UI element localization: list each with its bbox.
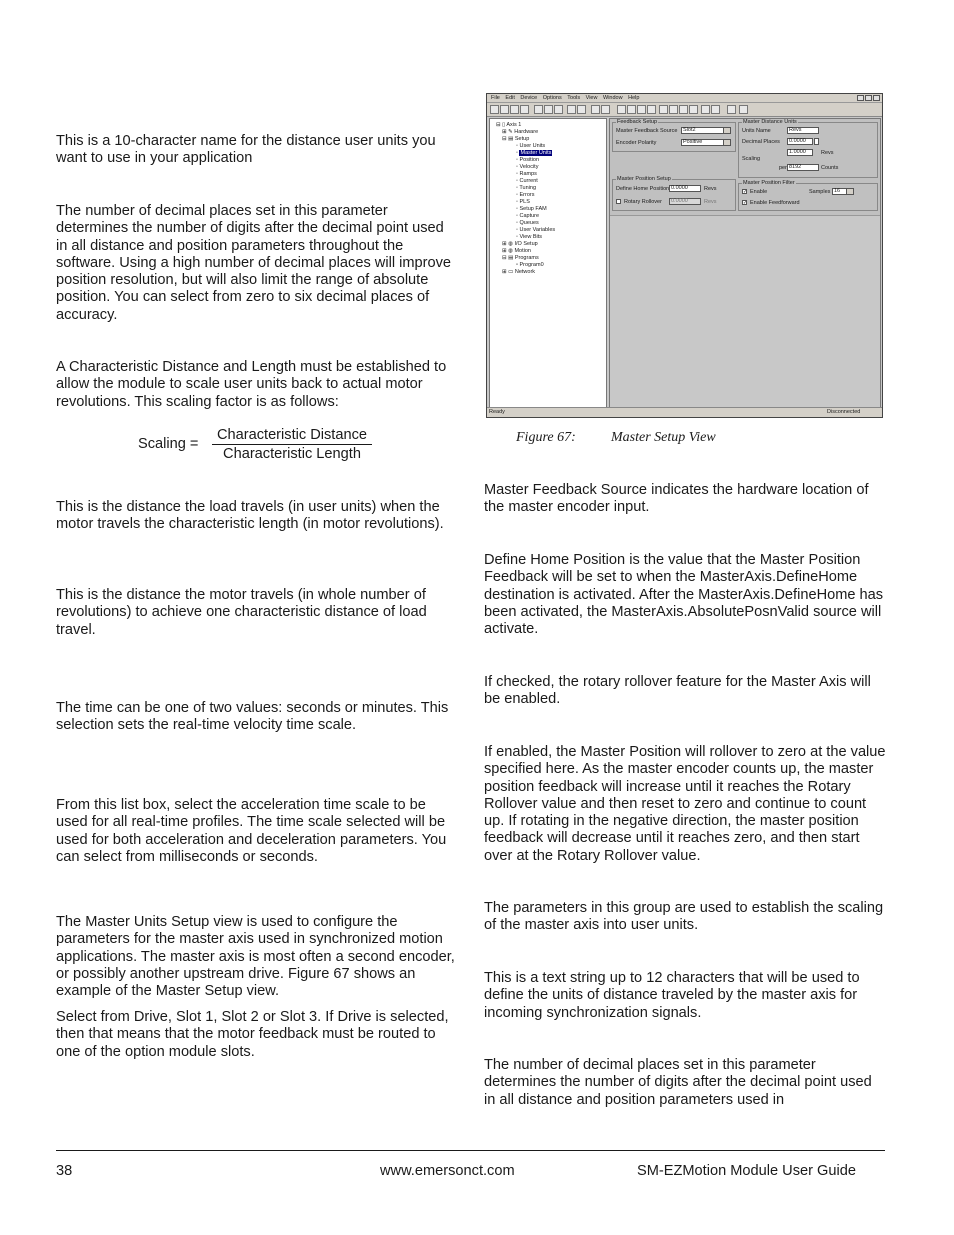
rollover-units-label: Revs [704, 199, 717, 205]
tree-item[interactable]: ⊞ ▭ Network [502, 269, 536, 275]
tree-item[interactable]: ⊞ ◍ Motion [502, 248, 531, 254]
master-feedback-source-label: Master Feedback Source [616, 128, 678, 134]
toolbar [487, 103, 882, 117]
figure-caption-label: Figure 67: [516, 430, 576, 445]
pause-icon[interactable] [669, 105, 678, 114]
status-bar [487, 407, 882, 417]
paragraph-distance-units-group: The parameters in this group are used to establish the scaling of the master axis into user units. [484, 900, 884, 934]
setup-tree [489, 118, 607, 408]
rotary-rollover-checkbox[interactable] [616, 199, 621, 204]
chevron-down-icon [723, 140, 730, 145]
footer-guide-title: SM-EZMotion Module User Guide [637, 1163, 856, 1179]
master-position-setup-group [612, 176, 736, 211]
scaling-numerator: Characteristic Distance [212, 427, 372, 445]
page-number: 38 [56, 1163, 73, 1179]
paragraph-scaling-intro: A Characteristic Distance and Length must be established to allow the module to scale user units back to actual motor revolutions. This scaling factor is as follows: [56, 359, 447, 410]
paragraph-user-units-name: This is a 10-character name for the distance user units you want to use in your application [56, 133, 436, 167]
print-icon[interactable] [520, 105, 529, 114]
menu-tools[interactable]: Tools [567, 95, 581, 101]
run-icon[interactable] [659, 105, 668, 114]
master-feedback-source-select[interactable]: Slot2 [681, 127, 731, 134]
tree-item[interactable]: ⊞ ✎ Hardware [502, 129, 539, 135]
enable-feedforward-checkbox[interactable]: ✓ [743, 200, 748, 206]
status-connection: Disconnected [827, 409, 861, 415]
menu-help[interactable]: Help [628, 95, 640, 101]
undo-icon[interactable] [567, 105, 576, 114]
tree-item[interactable]: ◦ Ramps [516, 171, 537, 177]
save-icon[interactable] [510, 105, 519, 114]
tree-item[interactable]: ◦ Capture [516, 213, 540, 219]
tree-item[interactable]: ▫ Program0 [516, 262, 544, 268]
new-file-icon[interactable] [490, 105, 499, 114]
paragraph-accel-time-scale: From this list box, select the acceleration time scale to be used for all real-time profiles. The time scale selected will be used for both acceleration and deceleration parameters. You can select from milliseconds or seconds. [56, 797, 447, 865]
encoder-polarity-label: Encoder Polarity [616, 140, 657, 146]
tree-item[interactable]: ◦ Setup FAM [516, 206, 547, 212]
encoder-polarity-select[interactable]: Positive [681, 139, 731, 146]
group-title: Master Distance Units [743, 119, 797, 125]
samples-label: Samples [809, 189, 831, 195]
paragraph-rotary-rollover-value: If enabled, the Master Position will rollover to zero at the value specified here. As the master encoder counts up, the master position feedback will increase until it reaches the Rotary Rollover value and then reset to zero and continue to count up. If rotating in the negative direction, the master position feedback will decrease until it reaches zero, and then start over at the Rotary Rollover value. [484, 744, 886, 864]
units-name-label: Units Name [742, 128, 771, 134]
tree-item[interactable]: ⊞ ◍ I/O Setup [502, 241, 538, 247]
help-pointer-icon[interactable] [647, 105, 656, 114]
tree-item-selected[interactable]: ◦ Master Units [516, 150, 552, 156]
menu-bar [487, 94, 882, 103]
view-icon[interactable] [727, 105, 736, 114]
master-position-filter-group [738, 180, 878, 211]
menu-options[interactable]: Options [542, 95, 562, 101]
tree-item[interactable]: ◦ PLS [516, 199, 530, 205]
filter-enable-label: Enable [750, 189, 768, 195]
menu-device[interactable]: Device [520, 95, 538, 101]
group-title: Feedback Setup [617, 119, 658, 125]
master-setup-screenshot [486, 93, 883, 418]
setup-panel [609, 118, 881, 408]
menu-window[interactable]: Window [603, 95, 623, 101]
decimal-places-stepper[interactable] [814, 138, 819, 145]
window-buttons [856, 95, 880, 103]
redo-icon[interactable] [577, 105, 586, 114]
chevron-down-icon [723, 128, 730, 133]
paragraph-units-name: This is a text string up to 12 characters that will be used to define the units of distance traveled by the master axis for incoming synchronization signals. [484, 970, 860, 1021]
paragraph-characteristic-distance: This is the distance the load travels (in user units) when the motor travels the characteristic length (in motor revolutions). [56, 499, 444, 533]
filter-enable-checkbox[interactable]: ✓ [743, 189, 748, 195]
menu-view[interactable]: View [585, 95, 598, 101]
tree-item[interactable]: ◦ View Bits [516, 234, 543, 240]
paragraph-characteristic-length: This is the distance the motor travels (in whole number of revolutions) to achieve one characteristic distance of load travel. [56, 587, 427, 638]
tree-item[interactable]: ◦ User Units [516, 143, 546, 149]
figure-caption-title: Master Setup View [611, 430, 716, 445]
footer-divider [56, 1150, 885, 1151]
download-icon[interactable] [591, 105, 600, 114]
paragraph-decimal-places: The number of decimal places set in this parameter determines the number of digits after the decimal point used in all distance and position parameters throughout the software. Using a high number of decimal places will improve position resolution, but will also limit the range of absolute position. You can select from zero to six decimal places of accuracy. [56, 203, 452, 323]
scaling-counts-units: Counts [821, 165, 839, 171]
home-units-label: Revs [704, 186, 717, 192]
scaling-label: Scaling = [138, 436, 199, 452]
disconnect-icon[interactable] [627, 105, 636, 114]
paragraph-velocity-time-scale: The time can be one of two values: seconds or minutes. This selection sets the real-time velocity time scale. [56, 700, 449, 734]
decimal-places-input[interactable]: 0.0000 [787, 138, 813, 145]
menu-edit[interactable]: Edit [505, 95, 515, 101]
enable-feedforward-label: Enable Feedforward [750, 200, 800, 206]
paragraph-master-feedback-source: Master Feedback Source indicates the hardware location of the master encoder input. [484, 482, 869, 516]
scaling-revs-units: Revs [821, 150, 834, 156]
scaling-label: Scaling [742, 156, 761, 162]
group-title: Master Position Filter [743, 180, 795, 186]
watch-icon[interactable] [711, 105, 720, 114]
stop-icon[interactable] [679, 105, 688, 114]
upload-icon[interactable] [601, 105, 610, 114]
tree-item[interactable]: ◦ Errors [516, 192, 535, 198]
copy-icon[interactable] [544, 105, 553, 114]
tree-item[interactable]: ◦ Velocity [516, 164, 539, 170]
close-icon[interactable] [873, 95, 880, 101]
scaling-denominator: Characteristic Length [223, 446, 361, 462]
tree-item[interactable]: ⊟ ▤ Setup [502, 136, 530, 142]
samples-select[interactable]: 16 [832, 188, 854, 195]
define-home-position-input[interactable]: 0.0000 [669, 185, 701, 192]
tree-item[interactable]: ⊟ ▯ Axis 1 [496, 122, 522, 128]
rotary-rollover-label: Rotary Rollover [624, 199, 662, 205]
per-label: per [779, 165, 787, 171]
feedback-setup-group [612, 119, 736, 152]
chevron-down-icon [846, 189, 853, 194]
rotary-rollover-input[interactable]: 0.0000 [669, 198, 701, 205]
scaling-counts-input[interactable]: 8192 [787, 164, 819, 171]
tree-item[interactable]: ⊟ ▤ Programs [502, 255, 539, 261]
paragraph-master-units-setup: The Master Units Setup view is used to configure the parameters for the master axis used in synchronized motion applications. The master axis is most often a second encoder, or possibly another upstream drive. Figure 67 shows an example of the Master Setup view. [56, 914, 455, 1000]
decimal-places-label: Decimal Places [742, 139, 780, 145]
paragraph-feedback-source-select: Select from Drive, Slot 1, Slot 2 or Slot 3. If Drive is selected, then that means that the motor feedback must be routed to one of the option module slots. [56, 1009, 449, 1060]
paragraph-rotary-rollover-checkbox: If checked, the rotary rollover feature for the Master Axis will be enabled. [484, 674, 871, 708]
step-icon[interactable] [689, 105, 698, 114]
cut-icon[interactable] [534, 105, 543, 114]
scaling-revs-input[interactable]: 1.0000 [787, 149, 813, 156]
group-title: Master Position Setup [617, 176, 671, 182]
status-ready: Ready [489, 409, 505, 415]
tree-item[interactable]: ◦ User Variables [516, 227, 556, 233]
status-icon[interactable] [701, 105, 710, 114]
paragraph-decimal-places-master: The number of decimal places set in this parameter determines the number of digits after the decimal point used in all distance and position parameters used in [484, 1057, 872, 1108]
context-help-icon[interactable] [739, 105, 748, 114]
tree-item[interactable]: ◦ Queues [516, 220, 539, 226]
tree-item[interactable]: ◦ Position [516, 157, 540, 163]
restore-icon[interactable] [865, 95, 872, 101]
footer-url[interactable]: www.emersonct.com [380, 1163, 515, 1179]
compile-icon[interactable] [637, 105, 646, 114]
minimize-icon[interactable] [857, 95, 864, 101]
figure-caption [516, 430, 716, 446]
paragraph-define-home-position: Define Home Position is the value that the Master Position Feedback will be set to when the MasterAxis.DefineHome destination is activated. After the MasterAxis.DefineHome has been activated, the MasterAxis.AbsolutePosnValid source will activate. [484, 552, 884, 638]
connect-icon[interactable] [617, 105, 626, 114]
paste-icon[interactable] [554, 105, 563, 114]
tree-item[interactable]: ◦ Tuning [516, 185, 537, 191]
open-file-icon[interactable] [500, 105, 509, 114]
tree-item[interactable]: ◦ Current [516, 178, 538, 184]
define-home-position-label: Define Home Position [616, 186, 670, 192]
master-distance-units-group [738, 119, 878, 178]
units-name-input[interactable]: Revs [787, 127, 819, 134]
panel-empty-area [610, 215, 880, 408]
menu-file[interactable]: File [491, 95, 500, 101]
